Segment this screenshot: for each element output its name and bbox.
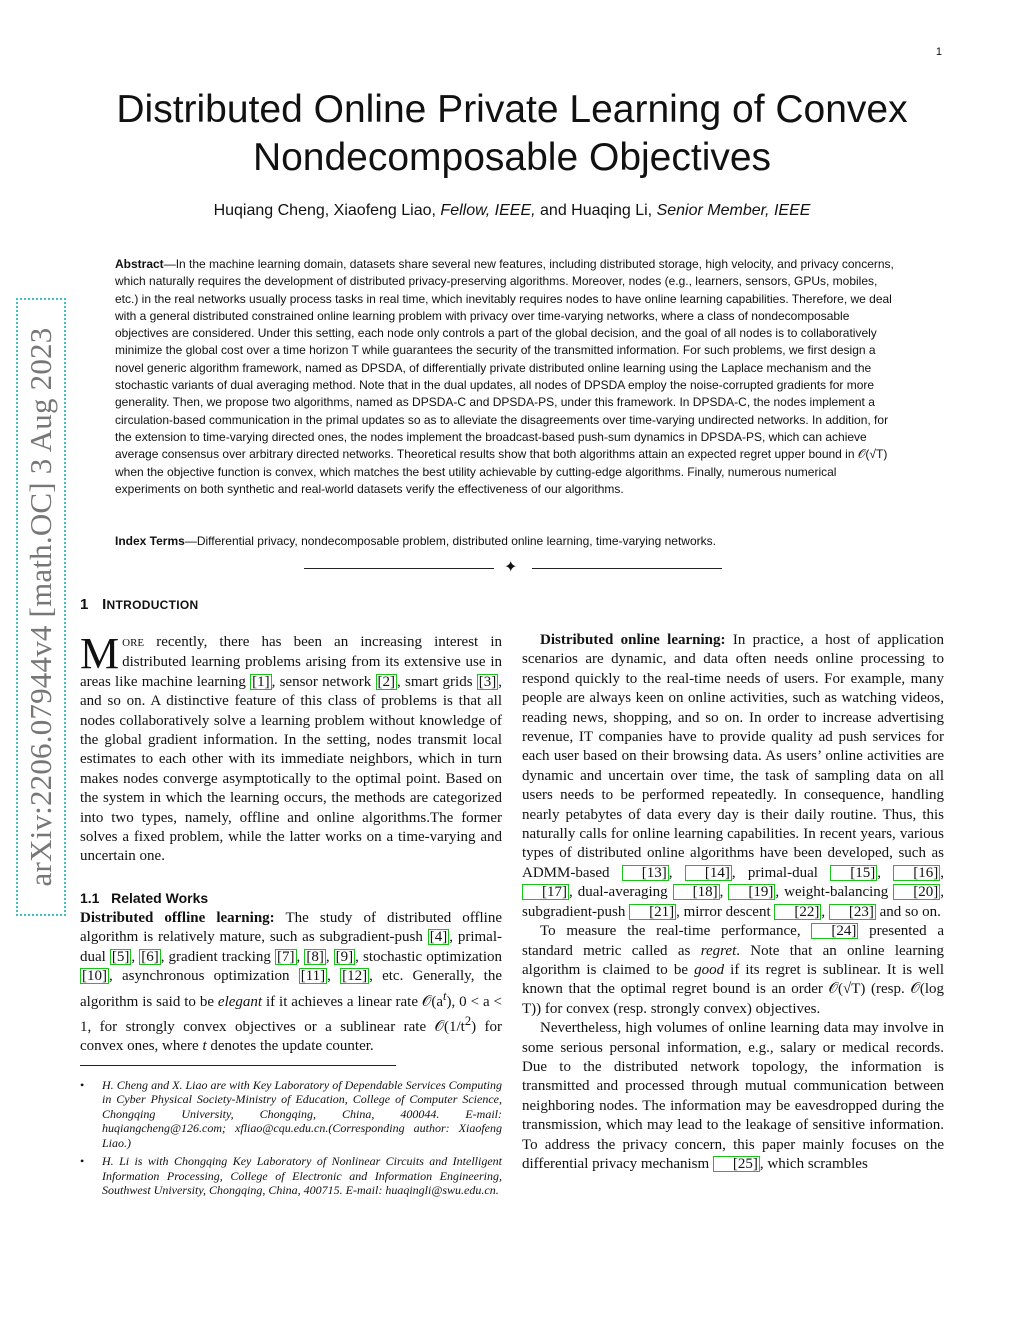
- text: The study of distributed offline algorithm is relatively mature, such as subgradient-push: [80, 909, 503, 946]
- math-variable: t: [202, 1038, 207, 1055]
- text: , primal-dual: [731, 864, 831, 881]
- section-separator: [304, 560, 722, 576]
- bullet-icon: •: [80, 1077, 85, 1092]
- footnote-text: H. Li is with Chongqing Key Laboratory of Nonlinear Circuits and Intelligent Information Processing, College of Electronic and Information Engineering, Southwest University, Chongqing, China, 400715. E-mail: huaqingli@swu.edu.cn.: [102, 1154, 502, 1198]
- citation-link[interactable]: [12]: [342, 968, 368, 985]
- author-list: [80, 202, 944, 220]
- intro-text-4: , and so on. A distinctive feature of this class of problems is that all nodes collaboratively solve a learning problem without knowledge of the global gradient information. In the setting, nodes transmit local estimates to each other with its immediate neighbors, which in turn makes nodes converge asymptotically to the optimal point. Based on the system in which the learning occurs, the methods are categorized into two types, namely, offline and online algorithms.The former solves a fixed problem, while the latter works on a time-varying and uncertain one.: [80, 673, 502, 865]
- emphasis: elegant: [217, 993, 263, 1010]
- text: ) for convex ones, where: [80, 1018, 502, 1055]
- left-column: [80, 596, 502, 1202]
- text: ,: [719, 884, 729, 901]
- subsection-number: 1.1: [80, 889, 100, 906]
- online-learning-paragraph: [522, 631, 944, 922]
- separator-star-icon: ✦: [504, 559, 518, 576]
- text: , dual-averaging: [569, 884, 673, 901]
- arxiv-id: arXiv:2206.07944v4 [math.OC] 3 Aug 2023: [23, 327, 58, 887]
- citation-link[interactable]: [1]: [252, 673, 270, 690]
- arxiv-stamp: [16, 298, 66, 916]
- citation-link[interactable]: [23]: [829, 904, 876, 920]
- emphasis: good: [694, 961, 725, 978]
- citation-link[interactable]: [9]: [335, 948, 354, 965]
- citation-link[interactable]: [13]: [622, 865, 669, 881]
- text: presented a standard metric called as: [522, 923, 944, 959]
- intro-text-1: recently, there has been an increasing interest in distributed learning problems arising from its extensive use in areas like machine learning: [80, 634, 502, 690]
- authors-part-1: Huqiang Cheng, Xiaofeng Liao,: [213, 202, 441, 219]
- text: ,: [325, 948, 334, 965]
- section-number: 1: [80, 596, 89, 613]
- text: To measure the real-time performance,: [540, 923, 812, 940]
- title-line-1: Distributed Online Private Learning of Convex: [116, 88, 908, 131]
- text: , subgradient-push: [522, 884, 944, 920]
- text: , which scrambles: [759, 1155, 868, 1172]
- authors-part-2: and Huaqing Li,: [535, 202, 657, 219]
- section-title-initial: I: [102, 596, 107, 613]
- separator-line-right: [532, 568, 722, 569]
- regret-paragraph: [522, 922, 944, 1019]
- text: , etc. Generally, the algorithm is said to be: [80, 968, 502, 1010]
- citation-link[interactable]: [24]: [811, 923, 858, 939]
- superscript: 2: [464, 1013, 472, 1028]
- footnote-affiliation-1: [80, 1078, 502, 1151]
- citation-link[interactable]: [17]: [522, 884, 569, 900]
- smallcaps-text: ORE: [122, 637, 145, 649]
- section-title-rest: NTRODUCTION: [106, 598, 199, 612]
- text: , gradient tracking: [160, 948, 275, 965]
- text: , stochastic optimization: [355, 948, 503, 965]
- text: ,: [131, 948, 140, 965]
- superscript: t: [443, 988, 447, 1003]
- index-terms-label: Index Terms: [115, 534, 185, 548]
- footnote-text: H. Cheng and X. Liao are with Key Laboratory of Dependable Services Computing in Cyber Physical Society-Ministry of Education, College of Computer Science, Chongqing University, Chongqing, China, 400044. E-mail: huqiangcheng@126.com; xfliao@cqu.edu.cn.(Corresponding author: Xiaofeng Liao.): [102, 1077, 502, 1150]
- abstract-text: —In the machine learning domain, datasets share several new features, including distributed storage, high velocity, and privacy concerns, which naturally requires the development of distributed privacy-preserving algorithms. Moreover, nodes (e.g., learners, sensors, GPUs, mobiles, etc.) in the real networks usually process tasks in real time, which inevitably requires nodes to have online learning capabilities. Therefore, we deal with a general distributed constrained online learning problem with privacy over time-varying networks, where a class of nondecomposable objectives are considered. Under this setting, each node only controls a part of the global decision, and the goal of all nodes is to collaboratively minimize the global cost over a time horizon T while guarantees the security of the transmitted information. For such problems, we first design a novel generic algorithm framework, named as DPSDA, of differentially private distributed online learning using the Laplace mechanism and the stochastic variants of dual averaging method. Note that in the dual updates, all nodes of DPSDA employ the noise-corrupted gradients for more generality. Then, we propose two algorithms, named as DPSDA-C and DPSDA-PS, under this framework. In DPSDA-C, the nodes implement a circulation-based communication in the primal updates so as to alleviate the disagreements over time-varying undirected networks. In addition, for the extension to time-varying directed ones, the nodes implement the broadcast-based push-sum dynamics in DPSDA-PS, which can achieve average consensus over arbitrary directed networks. Theoretical results show that both algorithms attain an expected regret upper bound in 𝒪(√T) when the objective function is convex, which matches the best utility achievable by cutting-edge algorithms. Finally, numerous numerical experiments on both synthetic and real-world datasets verify the effectiveness of our algorithms.: [115, 257, 894, 496]
- intro-text-3: , smart grids: [397, 673, 477, 690]
- citation-link[interactable]: [22]: [774, 904, 821, 920]
- citation-link[interactable]: [10]: [82, 968, 107, 985]
- text: ,: [940, 864, 945, 881]
- text: , weight-balancing: [775, 884, 894, 901]
- math-text: if it achieves a linear rate 𝒪(a: [262, 993, 443, 1010]
- footnote-rule: [80, 1065, 396, 1066]
- citation-link[interactable]: [5]: [111, 948, 130, 965]
- abstract: [115, 256, 903, 498]
- author-role-1: Fellow, IEEE,: [440, 202, 536, 219]
- citation-link[interactable]: [18]: [673, 884, 720, 900]
- math-text: ), 0 < a < 1, for strongly convex objectives or a sublinear rate 𝒪(1/t: [80, 993, 502, 1035]
- text: ,: [668, 864, 685, 881]
- citation-link[interactable]: [19]: [728, 884, 775, 900]
- citation-link[interactable]: [3]: [478, 673, 497, 690]
- subsection-heading-related-works: [80, 890, 502, 906]
- paragraph-label: Distributed online learning:: [540, 632, 726, 648]
- text: Nevertheless, high volumes of online learning data may involve in some serious personal information, e.g., salary or medical records. Due to the distributed network topology, the information is transmitted and processed through mutual communication between neighboring nodes. The information may be eavesdropped during the transmission, which may lead to the leakage of sensitive information. To address the privacy concern, this paper mainly focuses on the differential privacy mechanism: [522, 1020, 944, 1172]
- text: . Note that an online learning algorithm is claimed to be: [522, 942, 944, 978]
- citation-link[interactable]: [6]: [141, 948, 159, 965]
- section-heading-introduction: [80, 596, 502, 613]
- text: and so on.: [875, 903, 941, 920]
- index-terms: [115, 534, 903, 548]
- text: ,: [296, 948, 305, 965]
- text: ,: [877, 864, 894, 881]
- text: ,: [327, 968, 341, 985]
- offline-learning-paragraph: [80, 909, 502, 1057]
- text: In practice, a host of application scenarios are dynamic, and data often needs online processing to respond quickly to the real-time needs of users. For example, many people are always keen on online activities, such as watching videos, reading news, shopping, and so on. In order to increase advertising revenue, IT companies have to provide quality ad push services for each user based on their browsing data. As users’ online activities are dynamic and uncertain over time, the task of sampling data on all users needs to be performed repeatedly. In consequence, handling nearly petabytes of data every day is their daily routine. Thus, this naturally calls for online learning capabilities. In recent years, various types of distributed online algorithms have been developed, such as ADMM-based: [522, 632, 944, 881]
- abstract-label: Abstract: [115, 257, 164, 271]
- intro-paragraph: [80, 629, 502, 867]
- page-number: 1: [935, 46, 942, 58]
- author-role-2: Senior Member, IEEE: [656, 202, 811, 219]
- citation-link[interactable]: [8]: [306, 948, 324, 965]
- text: ,: [821, 903, 829, 920]
- citation-link[interactable]: [21]: [629, 904, 676, 920]
- citation-link[interactable]: [15]: [830, 865, 877, 881]
- citation-link[interactable]: [2]: [377, 673, 396, 690]
- citation-link[interactable]: [14]: [685, 865, 732, 881]
- privacy-paragraph: [522, 1019, 944, 1174]
- citation-link[interactable]: [11]: [300, 968, 326, 985]
- intro-text-2: , sensor network: [271, 673, 376, 690]
- citation-link[interactable]: [20]: [893, 884, 940, 900]
- separator-line-left: [304, 568, 494, 569]
- text: , asynchronous optimization: [109, 968, 299, 985]
- bullet-icon: •: [80, 1154, 85, 1169]
- subsection-title: Related Works: [111, 889, 209, 906]
- citation-link[interactable]: [16]: [893, 865, 940, 881]
- text: , mirror descent: [676, 903, 775, 920]
- paper-title: [80, 86, 944, 182]
- title-line-2: Nondecomposable Objectives: [252, 136, 772, 179]
- right-column: [522, 631, 944, 1174]
- footnote-affiliation-2: [80, 1154, 502, 1198]
- citation-link[interactable]: [25]: [713, 1156, 760, 1172]
- citation-link[interactable]: [4]: [429, 929, 448, 946]
- text: if its regret is sublinear. It is well known that the optimal regret bound is an order 𝒪(√T) (resp. 𝒪(log T)) for convex (resp. strongly convex) objectives.: [522, 961, 944, 1017]
- dropcap: M: [80, 629, 120, 678]
- paragraph-label: Distributed offline learning:: [80, 909, 275, 926]
- text: , primal-dual: [80, 929, 502, 965]
- citation-link[interactable]: [7]: [277, 948, 295, 965]
- text: denotes the update counter.: [206, 1038, 374, 1055]
- index-terms-text: —Differential privacy, nondecomposable problem, distributed online learning, time-varying networks.: [184, 534, 716, 548]
- emphasis: regret: [700, 942, 737, 959]
